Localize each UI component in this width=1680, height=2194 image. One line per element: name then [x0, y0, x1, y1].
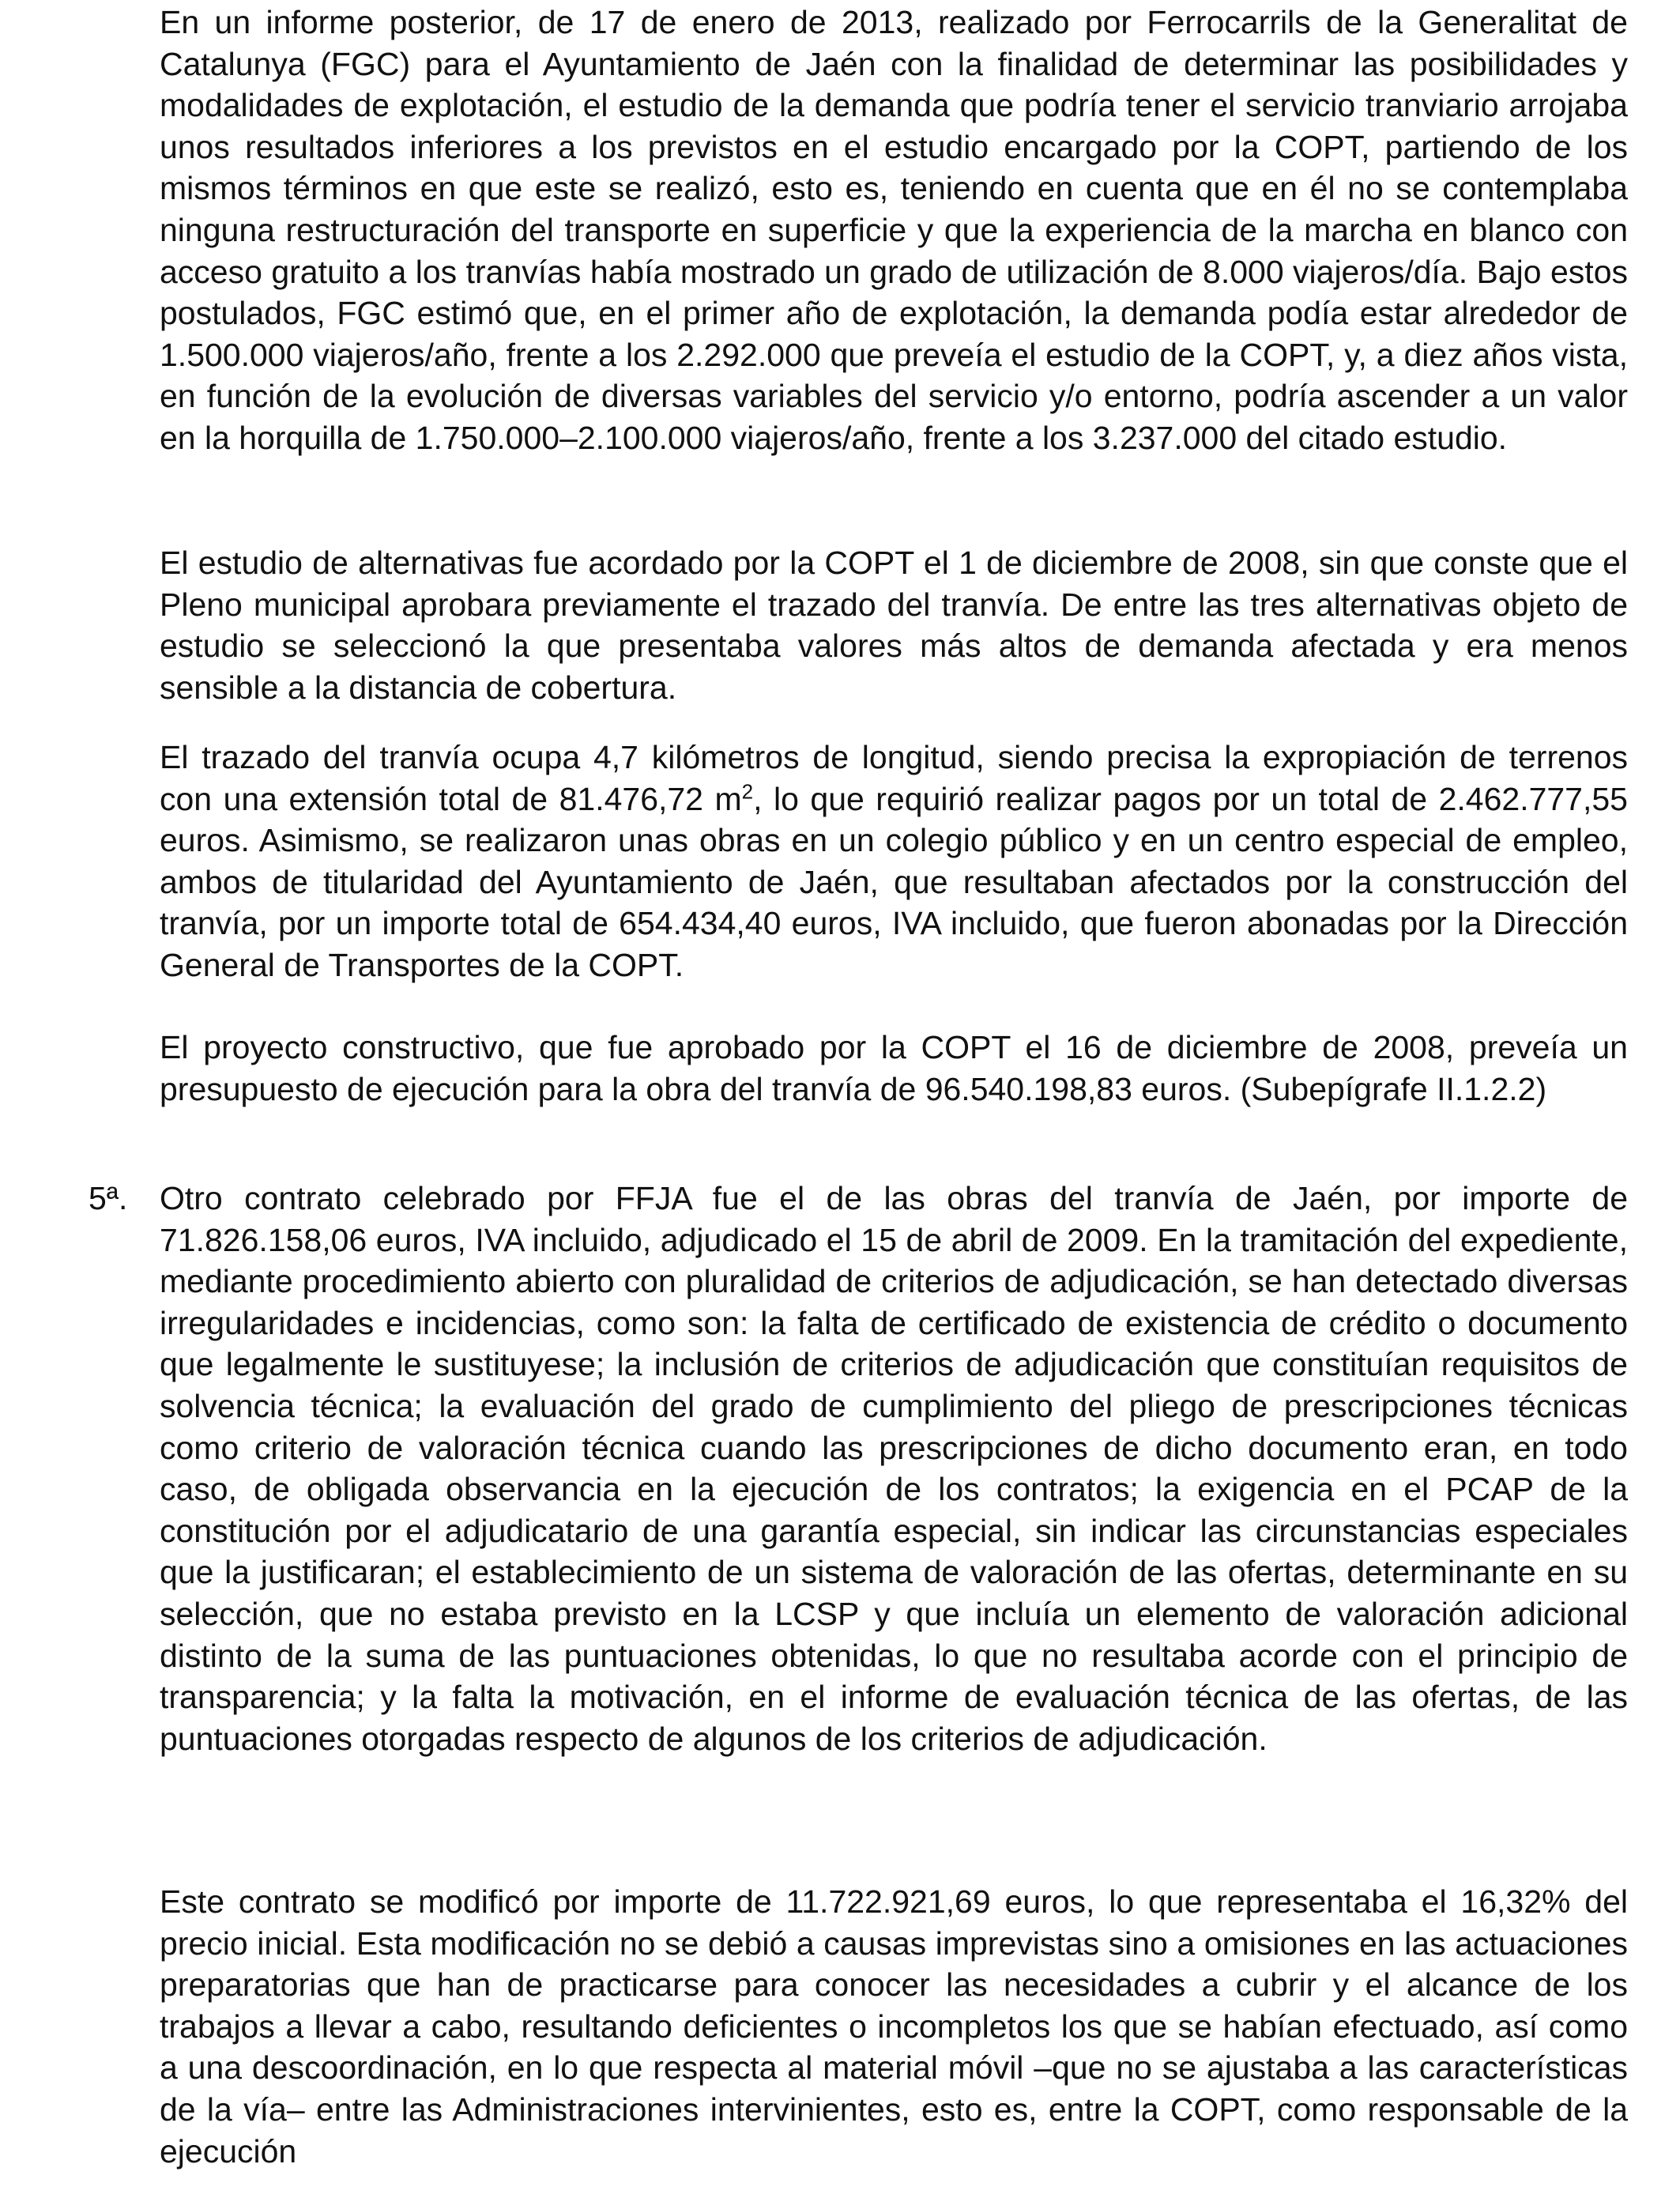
- paragraph-construction-project: El proyecto constructivo, que fue aprobado por la COPT el 16 de diciembre de 2008, preveía un presupuesto de ejecución para la obra del tranvía de 96.540.198,83 euros. (Subepígrafe II.1.2.2): [160, 1029, 1628, 1107]
- paragraph-contract-modification: Este contrato se modificó por importe de 11.722.921,69 euros, lo que representaba el 16,32% del precio inicial. Esta modificación no se debió a causas imprevistas sino a omisiones en las actuaciones preparatorias que han de practicarse para conocer las necesidades a cubrir y el alcance de los trabajos a llevar a cabo, resultando deficientes o incompletos los que se habían efectuado, así como a una descoordinación, en lo que respecta al material móvil –que no se ajustaba a las características de la vía– entre las Administraciones intervinientes, esto es, entre la COPT, como responsable de la ejecución: [160, 1883, 1628, 2169]
- paragraph-tram-route: [160, 737, 1628, 986]
- item-number-marker: 5ª.: [89, 1180, 128, 1216]
- paragraph-tram-route-text-end: , lo que requirió realizar pagos por un total de 2.462.777,55 euros. Asimismo, se realizaron unas obras en un colegio público y en un centro especial de empleo, ambos de titularidad del Ayuntamiento de Jaén, que resultaban afectados por la construcción del tranvía, por un importe total de 654.434,40 euros, IVA incluido, que fueron abonadas por la Dirección General de Transportes de la COPT.: [160, 780, 1628, 983]
- paragraph-fgc-demand-study: En un informe posterior, de 17 de enero de 2013, realizado por Ferrocarrils de la Generalitat de Catalunya (FGC) para el Ayuntamiento de Jaén con la finalidad de determinar las posibilidades y modalidades de explotación, el estudio de la demanda que podría tener el servicio tranviario arrojaba unos resultados inferiores a los previstos en el estudio encargado por la COPT, partiendo de los mismos términos en que este se realizó, esto es, teniendo en cuenta que en él no se contemplaba ninguna restructuración del transporte en superficie y que la experiencia de la marcha en blanco con acceso gratuito a los tranvías había mostrado un grado de utilización de 8.000 viajeros/día. Bajo estos postulados, FGC estimó que, en el primer año de explotación, la demanda podía estar alrededor de 1.500.000 viajeros/año, frente a los 2.292.000 que preveía el estudio de la COPT, y, a diez años vista, en función de la evolución de diversas variables del servicio y/o entorno, podría ascender a un valor en la horquilla de 1.750.000–2.100.000 viajeros/año, frente a los 3.237.000 del citado estudio.: [160, 4, 1628, 456]
- paragraph-tram-route-text-start: El trazado del tranvía ocupa 4,7 kilómetros de longitud, siendo precisa la expropiación de terrenos con una extensión total de 81.476,72 m: [160, 739, 1628, 817]
- paragraph-tram-works-contract: Otro contrato celebrado por FFJA fue el de las obras del tranvía de Jaén, por importe de 71.826.158,06 euros, IVA incluido, adjudicado el 15 de abril de 2009. En la tramitación del expediente, mediante procedimiento abierto con pluralidad de criterios de adjudicación, se han detectado diversas irregularidades e incidencias, como son: la falta de certificado de existencia de crédito o documento que legalmente le sustituyese; la inclusión de criterios de adjudicación que constituían requisitos de solvencia técnica; la evaluación del grado de cumplimiento del pliego de prescripciones técnicas como criterio de valoración técnica cuando las prescripciones de dicho documento eran, en todo caso, de obligada observancia en la ejecución de los contratos; la exigencia en el PCAP de la constitución por el adjudicatario de una garantía especial, sin indicar las circunstancias especiales que la justificaran; el establecimiento de un sistema de valoración de las ofertas, determinante en su selección, que no estaba previsto en la LCSP y que incluía un elemento de valoración adicional distinto de la suma de las puntuaciones obtenidas, lo que no resultaba acorde con el principio de transparencia; y la falta la motivación, en el informe de evaluación técnica de las ofertas, de las puntuaciones otorgadas respecto de algunos de los criterios de adjudicación.: [160, 1180, 1628, 1757]
- paragraph-alternatives-study: El estudio de alternativas fue acordado por la COPT el 1 de diciembre de 2008, sin que conste que el Pleno municipal aprobara previamente el trazado del tranvía. De entre las tres alternativas objeto de estudio se seleccionó la que presentaba valores más altos de demanda afectada y era menos sensible a la distancia de cobertura.: [160, 545, 1628, 706]
- square-meter-superscript: 2: [741, 778, 754, 803]
